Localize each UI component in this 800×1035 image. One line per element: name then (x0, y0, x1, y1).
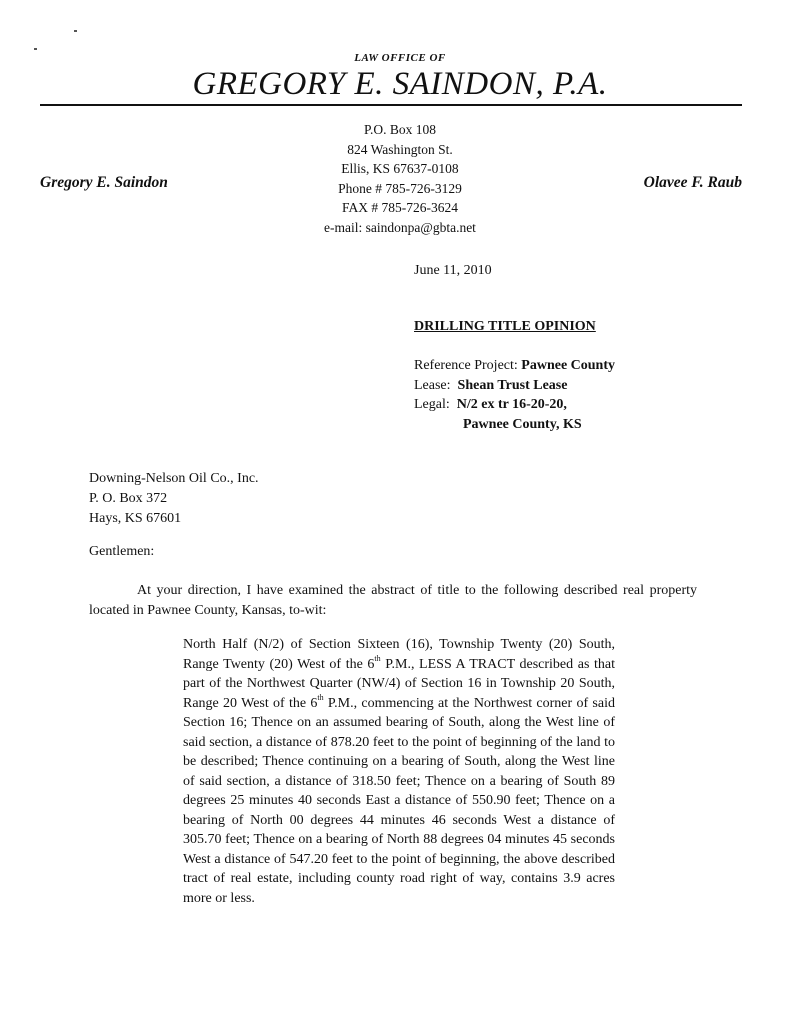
address-line-street: 824 Washington St. (347, 141, 453, 157)
firm-name: GREGORY E. SAINDON, P.A. (192, 66, 608, 102)
letterhead-divider (40, 104, 742, 106)
salutation: Gentlemen: (89, 544, 155, 559)
legal-text-part-3: P.M., commencing at the Northwest corner of said Section 16; Thence on an assumed bearing of South, along the West line of said section, a distance of 878.20 feet to the point of beginning of the land to be described; Thence continuing on a bearing of South, along the West line of said section, a distance of 318.50 feet; Thence on a bearing of South 89 degrees 25 minutes 40 seconds East a distance of 550.90 feet; Thence on a bearing of North 00 degrees 44 minutes 46 seconds West a distance of 305.70 feet; Thence on a bearing of North 88 degrees 04 minutes 45 seconds West a distance of 547.20 feet to the point of beginning, the above described tract of real estate, including county road right of way, contains 3.9 acres more or less. (183, 695, 615, 906)
reference-legal-value: N/2 ex tr 16-20-20, (456, 397, 567, 412)
scan-speck (74, 30, 77, 32)
fax-number: FAX # 785-726-3624 (342, 200, 458, 216)
intro-text: At your direction, I have examined the abstract of title to the following described real property located in Pawnee County, Kansas, to-wit: (89, 583, 697, 618)
letter-date: June 11, 2010 (414, 263, 492, 278)
legal-text-part-1: North Half (N/2) of Section Sixteen (16), Township Twenty (20) South, Range Twenty (20) West of the 6 (183, 637, 615, 672)
address-line-city: Ellis, KS 67637-0108 (341, 161, 459, 177)
attorney-name-left: Gregory E. Saindon (40, 174, 168, 191)
opinion-heading: DRILLING TITLE OPINION (414, 319, 596, 334)
email-address: e-mail: saindonpa@gbta.net (324, 219, 476, 235)
recipient-po-box: P. O. Box 372 (89, 491, 168, 506)
intro-paragraph (89, 581, 697, 621)
phone-number: Phone # 785-726-3129 (338, 180, 462, 196)
reference-legal-line (414, 395, 615, 415)
reference-legal-label: Legal: (414, 397, 450, 412)
reference-block (414, 356, 615, 434)
recipient-address (89, 469, 259, 529)
reference-lease-value: Shean Trust Lease (457, 377, 568, 393)
reference-project-value: Pawnee County (521, 358, 616, 373)
attorney-name-right: Olavee F. Raub (643, 174, 742, 191)
letterhead-label: LAW OFFICE OF (354, 52, 446, 64)
legal-description (183, 635, 615, 908)
reference-legal-value-2: Pawnee County, KS (463, 416, 582, 432)
reference-lease-line (414, 376, 615, 396)
reference-project-line (414, 356, 615, 376)
reference-project-label: Reference Project: (414, 358, 518, 373)
recipient-company: Downing-Nelson Oil Co., Inc. (89, 471, 259, 486)
ordinal-suffix: th (374, 653, 381, 663)
ordinal-suffix: th (317, 692, 324, 702)
address-line-po-box: P.O. Box 108 (363, 122, 436, 137)
reference-lease-label: Lease: (414, 377, 451, 393)
recipient-city: Hays, KS 67601 (89, 511, 182, 526)
scan-speck (34, 48, 37, 50)
legal-text-part-2: P.M., LESS A TRACT described as that part of the Northwest Quarter (NW/4) of Section 16 in Township 20 South, Range 20 West of the 6 (183, 656, 615, 711)
reference-legal-line-2 (414, 415, 615, 435)
